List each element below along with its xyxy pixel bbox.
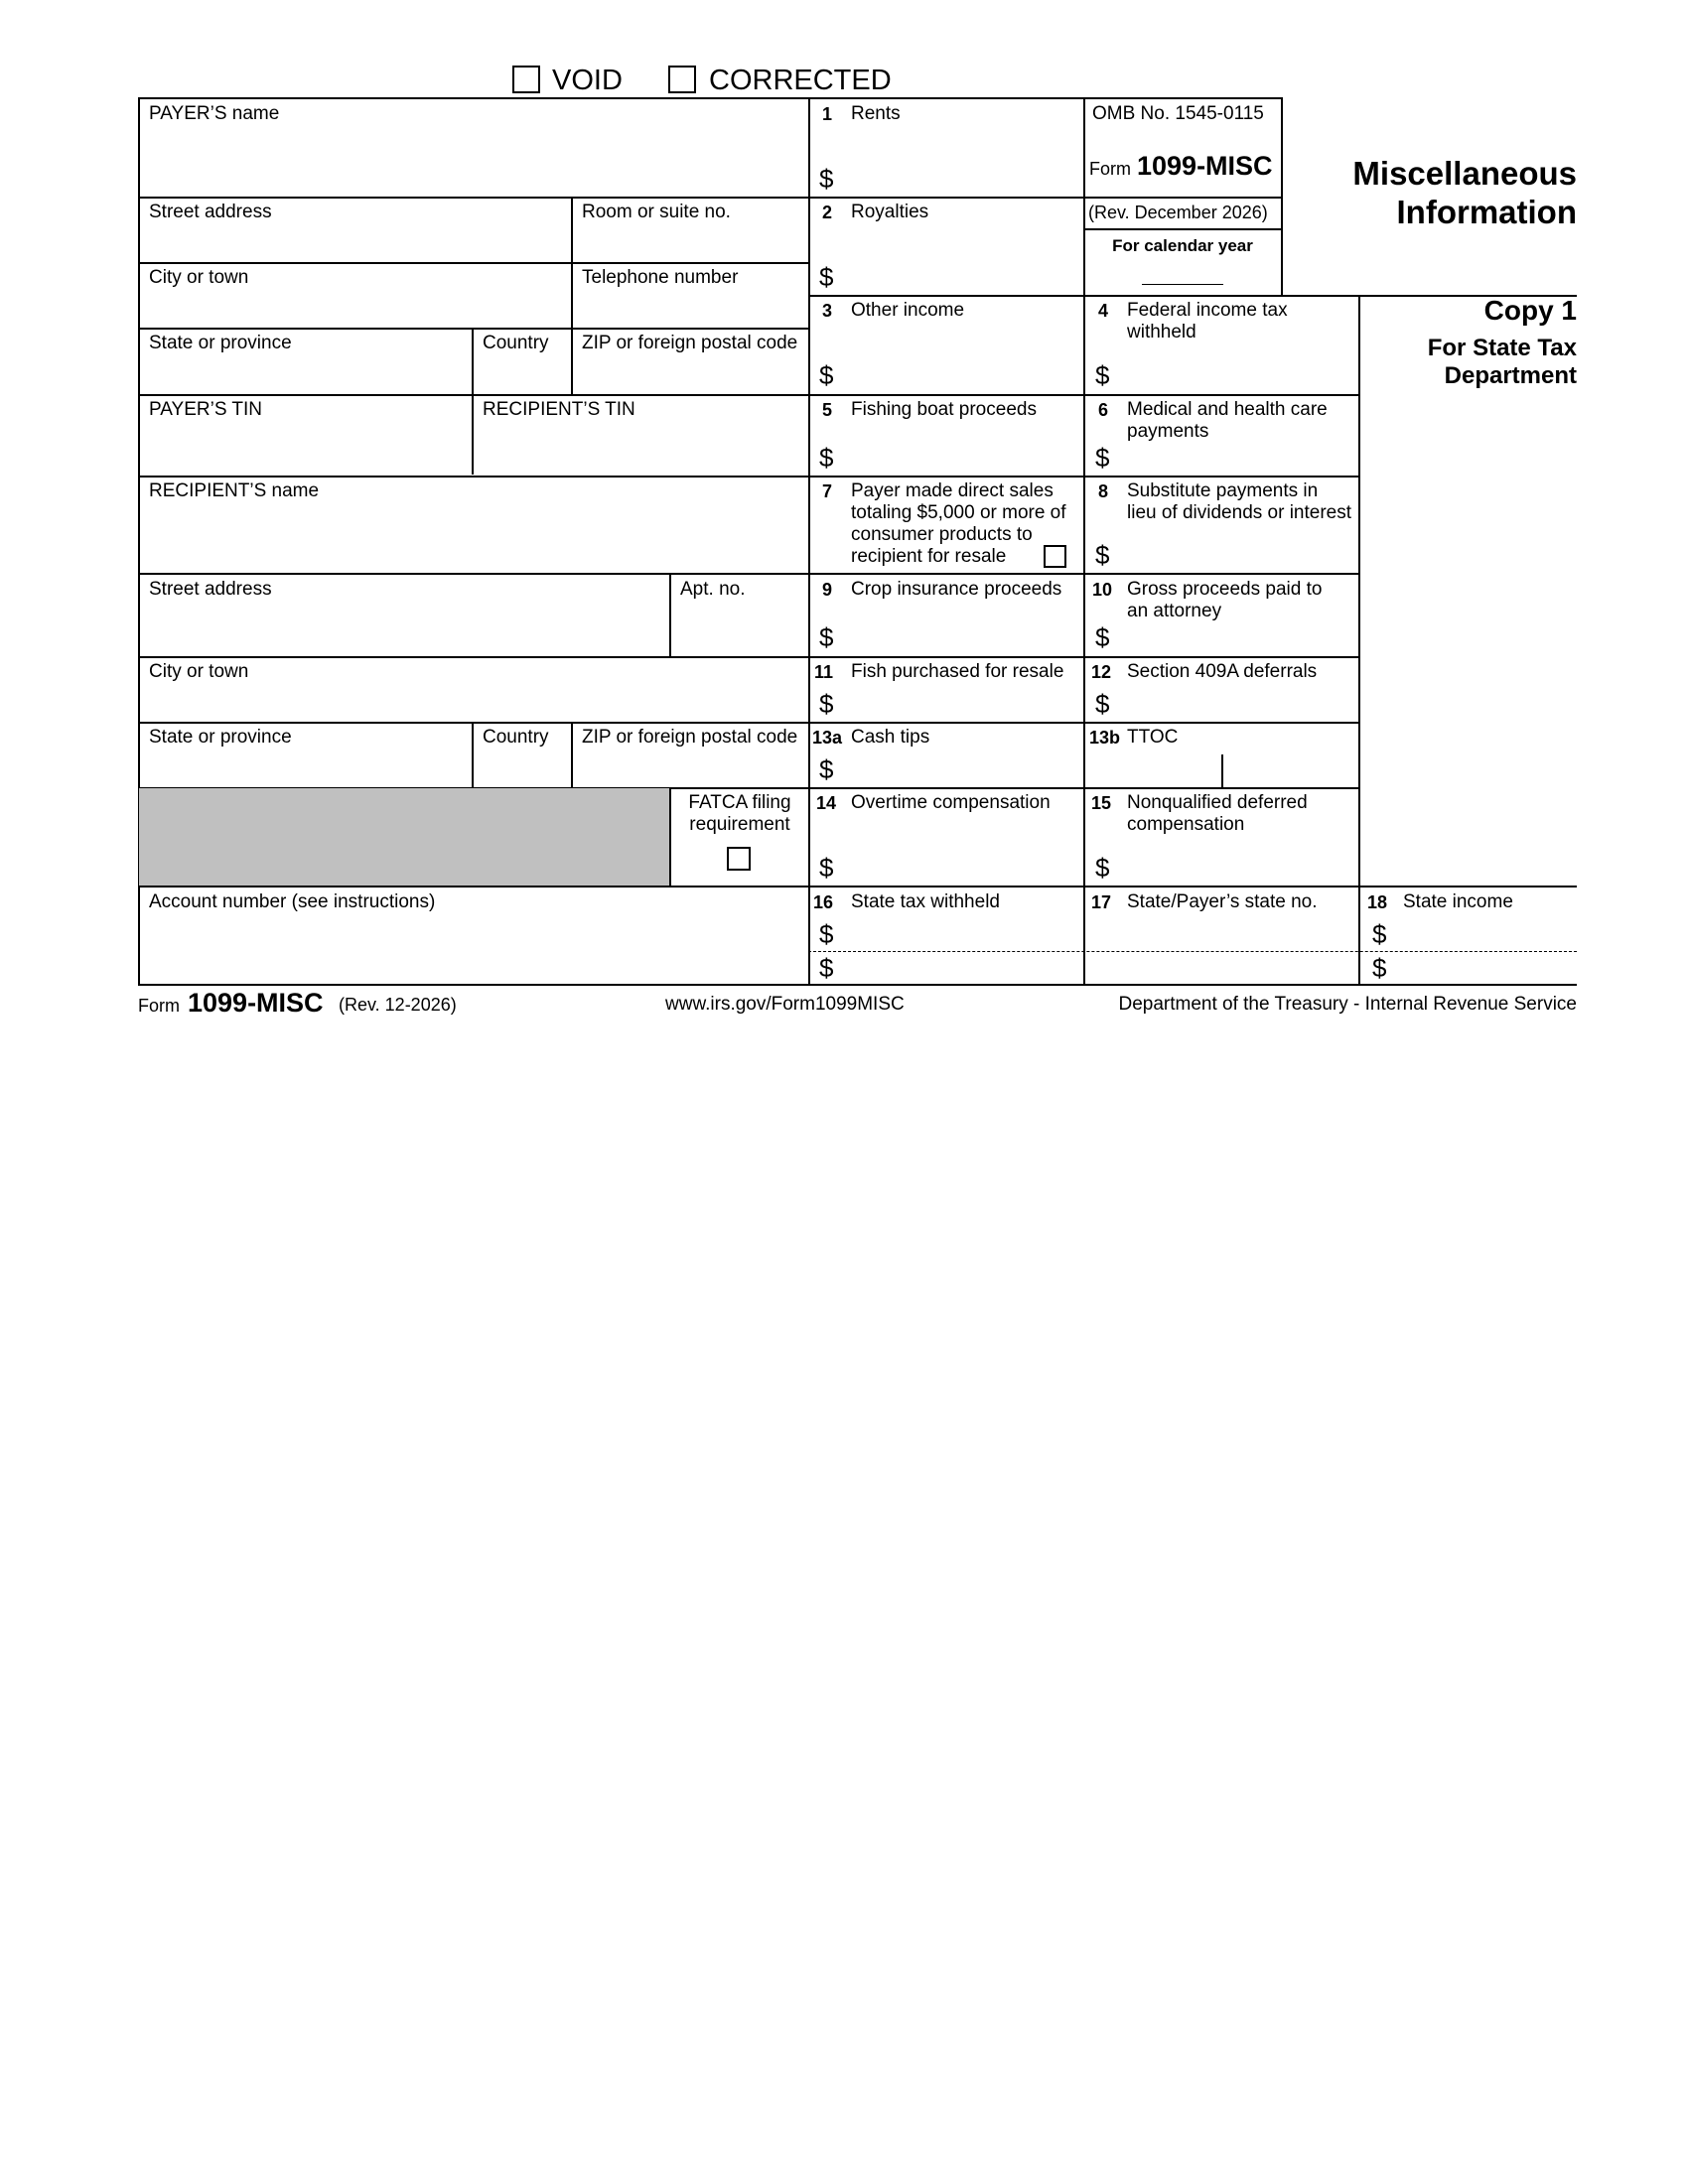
account-number-field[interactable]: Account number (see instructions)	[149, 891, 436, 912]
recipient-country-field[interactable]: Country	[483, 727, 549, 748]
form-title-line2: Information	[1396, 194, 1577, 230]
calendar-year-label: For calendar year	[1112, 236, 1253, 255]
fatca-checkbox[interactable]	[727, 847, 751, 871]
dollar-sign: $	[819, 622, 834, 652]
omb-form-number: 1099-MISC	[1137, 151, 1273, 181]
footer-form-number: 1099-MISC	[188, 988, 324, 1018]
payer-phone-field[interactable]: Telephone number	[582, 267, 739, 288]
payer-zip-field[interactable]: ZIP or foreign postal code	[582, 333, 798, 353]
recipient-zip-field[interactable]: ZIP or foreign postal code	[582, 727, 798, 748]
payer-state-field[interactable]: State or province	[149, 333, 292, 353]
fatca-label-line2: requirement	[689, 814, 790, 835]
footer-revision: (Rev. 12-2026)	[339, 995, 457, 1015]
fatca-label-line1: FATCA filing	[688, 792, 791, 813]
copy-title: Copy 1	[1483, 295, 1577, 326]
omb-revision: (Rev. December 2026)	[1088, 203, 1268, 222]
void-checkbox[interactable]	[512, 66, 540, 93]
dollar-sign: $	[1372, 953, 1387, 983]
box-7-checkbox[interactable]	[1044, 545, 1066, 568]
dollar-sign: $	[819, 689, 834, 719]
shaded-area	[139, 788, 669, 886]
omb-number: OMB No. 1545-0115	[1092, 103, 1264, 124]
corrected-label: CORRECTED	[709, 65, 892, 96]
recipient-street-field[interactable]: Street address	[149, 579, 272, 600]
payer-tin-field[interactable]: PAYER’S TIN	[149, 399, 263, 420]
dollar-sign: $	[819, 919, 834, 949]
recipient-city-field[interactable]: City or town	[149, 661, 249, 682]
recipient-tin-field[interactable]: RECIPIENT’S TIN	[483, 399, 635, 420]
dollar-sign: $	[819, 360, 834, 390]
recipient-name-field[interactable]: RECIPIENT’S name	[149, 480, 320, 501]
payer-street-field[interactable]: Street address	[149, 202, 272, 222]
void-label: VOID	[552, 65, 623, 96]
payer-country-field[interactable]: Country	[483, 333, 549, 353]
footer-form-prefix: Form	[138, 996, 180, 1016]
dollar-sign: $	[1095, 853, 1110, 883]
copy-line1: For State Tax	[1427, 335, 1577, 361]
dollar-sign: $	[1095, 360, 1110, 390]
dollar-sign: $	[1095, 443, 1110, 473]
payer-city-field[interactable]: City or town	[149, 267, 249, 288]
dollar-sign: $	[819, 443, 834, 473]
dollar-sign: $	[819, 953, 834, 983]
recipient-apt-field[interactable]: Apt. no.	[680, 579, 746, 600]
payer-name-field[interactable]: PAYER’S name	[149, 103, 280, 124]
dollar-sign: $	[819, 853, 834, 883]
form-title-line1: Miscellaneous	[1352, 155, 1577, 192]
dollar-sign: $	[1095, 540, 1110, 570]
dollar-sign: $	[1095, 689, 1110, 719]
dollar-sign: $	[819, 262, 834, 292]
dollar-sign: $	[1095, 622, 1110, 652]
payer-room-field[interactable]: Room or suite no.	[582, 202, 731, 222]
footer-agency: Department of the Treasury - Internal Revenue Service	[1118, 994, 1577, 1015]
recipient-state-field[interactable]: State or province	[149, 727, 292, 748]
omb-form-prefix: Form	[1089, 159, 1131, 179]
calendar-year-field[interactable]	[1142, 284, 1223, 285]
dollar-sign: $	[819, 164, 834, 194]
copy-line2: Department	[1444, 362, 1577, 389]
dollar-sign: $	[1372, 919, 1387, 949]
dollar-sign: $	[819, 754, 834, 784]
corrected-checkbox[interactable]	[668, 66, 696, 93]
footer-url[interactable]: www.irs.gov/Form1099MISC	[665, 994, 905, 1015]
